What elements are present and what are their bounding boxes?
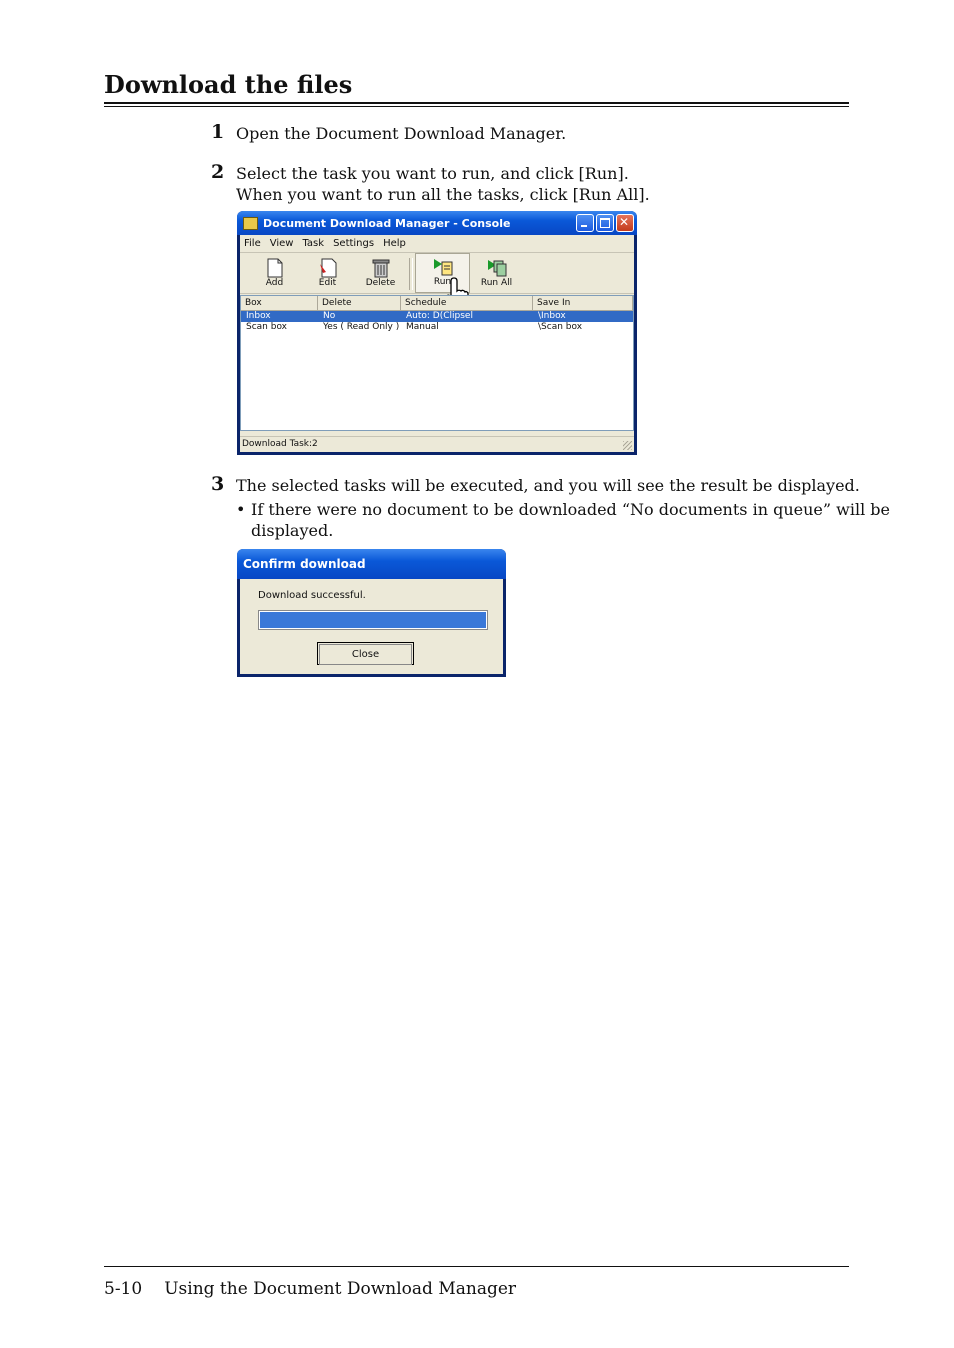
- bullet-mark: •: [236, 500, 246, 519]
- step-number: 1: [211, 121, 225, 143]
- table-row[interactable]: [241, 322, 633, 333]
- progress-bar: [258, 610, 488, 630]
- dialog-body: [240, 579, 503, 674]
- footer-section: Using the Document Download Manager: [164, 1279, 517, 1299]
- close-label: Close: [319, 644, 412, 665]
- section-heading: Download the files: [104, 70, 353, 99]
- cell-delete: Yes ( Read Only ): [323, 322, 400, 332]
- footer-rule: [104, 1266, 849, 1267]
- add-label: Add: [265, 278, 284, 288]
- progress-fill: [259, 611, 487, 629]
- cell-schedule: Auto: D(Clipsel: [406, 311, 473, 321]
- run-icon: [432, 257, 454, 277]
- task-list: [240, 295, 634, 431]
- cell-schedule: Manual: [406, 322, 439, 332]
- menu-help[interactable]: Help: [383, 238, 406, 249]
- close-button[interactable]: [317, 642, 414, 665]
- confirm-dialog: [237, 549, 506, 677]
- edit-button[interactable]: [301, 255, 354, 293]
- bullet-text: If there were no document to be downloaded “No documents in queue” will be: [251, 500, 890, 519]
- resize-grip-icon[interactable]: [623, 441, 632, 450]
- status-bar: [240, 436, 634, 452]
- toolbar-separator: [409, 258, 413, 290]
- console-titlebar: [237, 211, 637, 235]
- step-text: When you want to run all the tasks, click [Run All].: [236, 185, 650, 204]
- delete-button[interactable]: [354, 255, 407, 293]
- cell-delete: No: [323, 311, 336, 321]
- run-all-label: Run All: [480, 278, 513, 288]
- run-all-button[interactable]: [470, 255, 523, 293]
- run-button[interactable]: [415, 253, 470, 293]
- menu-task[interactable]: Task: [302, 238, 325, 249]
- list-header: [241, 296, 633, 311]
- bullet-text: displayed.: [251, 521, 334, 540]
- step-text: The selected tasks will be executed, and you will see the result be displayed.: [236, 476, 860, 495]
- dialog-title: Confirm download: [243, 557, 366, 571]
- run-all-icon: [486, 258, 508, 278]
- column-save-in[interactable]: Save In: [533, 296, 633, 310]
- heading-rule-thin: [104, 106, 849, 107]
- maximize-icon[interactable]: [596, 214, 614, 232]
- menu-settings[interactable]: Settings: [333, 238, 375, 249]
- menu-file[interactable]: File: [244, 238, 261, 249]
- status-text: Download Task:2: [242, 439, 318, 449]
- column-schedule[interactable]: Schedule: [401, 296, 533, 310]
- step-number: 2: [211, 161, 225, 183]
- dialog-titlebar: [237, 549, 506, 579]
- step-text: Select the task you want to run, and click [Run].: [236, 164, 629, 183]
- dialog-message: Download successful.: [258, 590, 366, 601]
- cell-save-in: \Scan box: [538, 322, 583, 332]
- toolbar: [240, 252, 634, 294]
- step-text: Open the Document Download Manager.: [236, 124, 567, 143]
- run-label: Run: [433, 277, 452, 287]
- console-window: [237, 211, 637, 455]
- page-footer: [104, 1279, 516, 1299]
- edit-label: Edit: [318, 278, 337, 288]
- menu-bar: [240, 235, 634, 252]
- cell-box: Inbox: [246, 311, 271, 321]
- step-number: 3: [211, 473, 225, 495]
- menu-view[interactable]: View: [269, 238, 294, 249]
- cell-box: Scan box: [246, 322, 288, 332]
- new-document-icon: [266, 258, 284, 278]
- minimize-icon[interactable]: [576, 214, 594, 232]
- table-row[interactable]: [241, 311, 633, 322]
- column-box[interactable]: Box: [241, 296, 318, 310]
- cell-save-in: \Inbox: [538, 311, 566, 321]
- edit-document-icon: [318, 258, 338, 278]
- app-icon: [243, 217, 258, 230]
- close-icon[interactable]: ✕: [616, 214, 634, 232]
- delete-label: Delete: [365, 278, 396, 288]
- trash-icon: [371, 258, 391, 278]
- page-number: 5-10: [104, 1279, 143, 1299]
- add-button[interactable]: [248, 255, 301, 293]
- column-delete[interactable]: Delete: [318, 296, 401, 310]
- console-body: [240, 235, 634, 452]
- console-title: Document Download Manager - Console: [263, 216, 511, 230]
- heading-rule: [104, 102, 849, 104]
